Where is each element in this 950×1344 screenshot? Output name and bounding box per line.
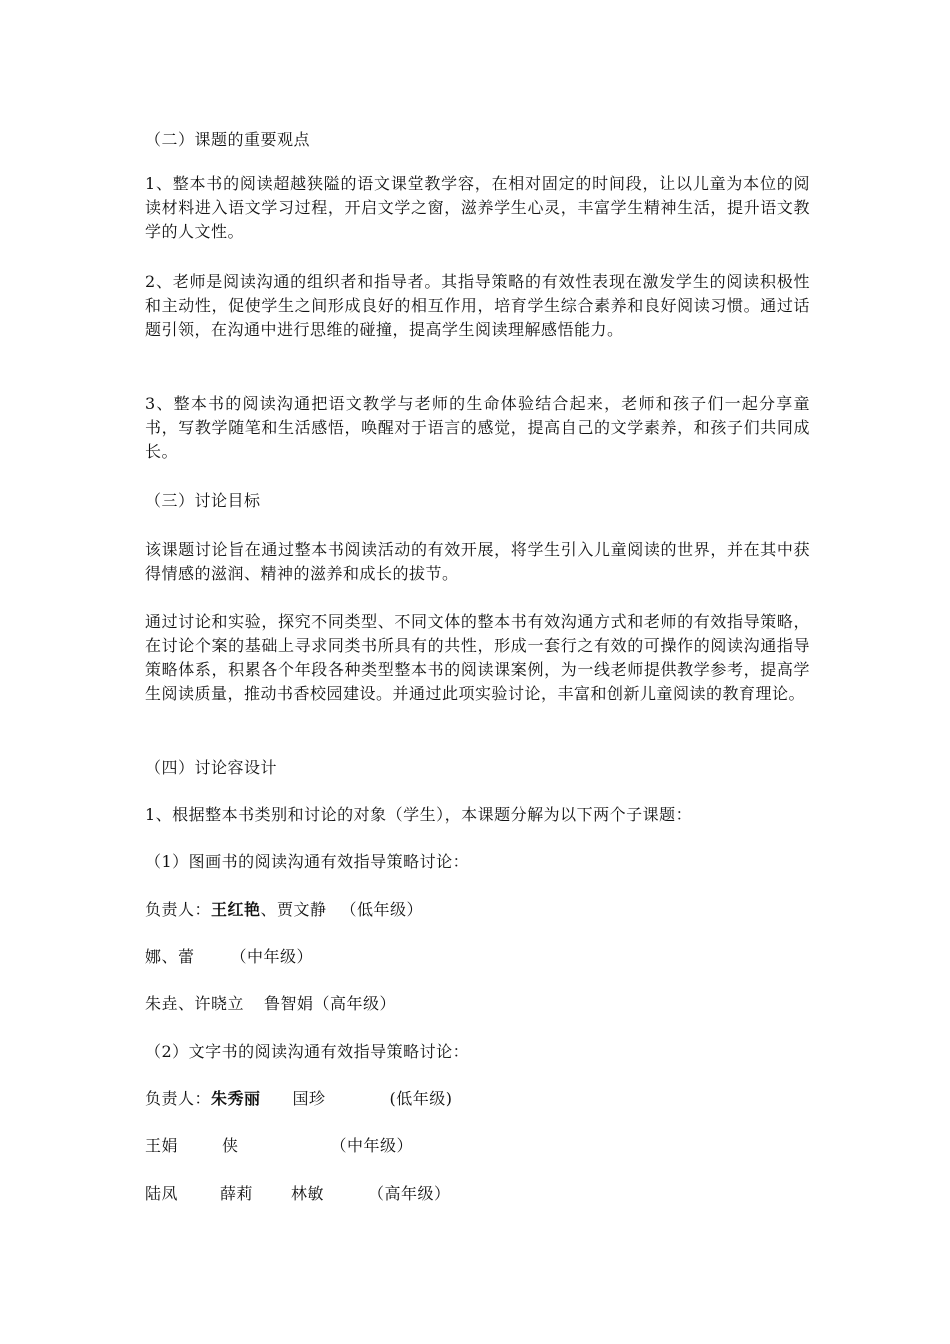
subtopic-2-row-low xyxy=(145,1087,453,1111)
subtopic-1-row-high xyxy=(145,992,396,1016)
responsible-label: 负责人： xyxy=(145,1089,212,1108)
member-name: 侠 xyxy=(222,1136,239,1155)
subtopic-1-row-low xyxy=(145,898,423,922)
document-page xyxy=(145,0,810,1344)
grade-label: (低年级) xyxy=(389,1089,453,1108)
responsible-label: 负责人： xyxy=(145,900,212,919)
lead-name: 王红艳 xyxy=(211,900,261,919)
grade-label: （中年级） xyxy=(230,947,314,966)
grade-label: （低年级） xyxy=(340,900,424,919)
member-names: 朱垚、许晓立 xyxy=(145,994,245,1013)
subtopic-2-row-mid xyxy=(145,1134,413,1158)
section4-intro: 1、根据整本书类别和讨论的对象（学生），本课题分解为以下两个子课题： xyxy=(145,805,693,824)
member-names: 、贾文静 xyxy=(260,900,327,919)
subtopic-2-title: （2）文字书的阅读沟通有效指导策略讨论： xyxy=(145,1042,470,1061)
section3-paragraph-2: 通过讨论和实验，探究不同类型、不同文体的整本书有效沟通方式和老师的有效指导策略，在讨论个案的基础上寻求同类书所具有的共性，形成一套行之有效的可操作的阅读沟通指导策略体系，积累各个年段各种类型整本书的阅读课案例，为一线老师提供教学参考，提高学生阅读质量，推动书香校园建设。并通过此项实验讨论，丰富和创新儿童阅读的教育理论。 xyxy=(145,612,810,703)
section3-paragraph-1: 该课题讨论旨在通过整本书阅读活动的有效开展，将学生引入儿童阅读的世界，并在其中获得情感的滋润、精神的滋养和成长的拔节。 xyxy=(145,540,810,583)
section3-heading: （三）讨论目标 xyxy=(145,491,261,510)
grade-label: （高年级） xyxy=(368,1184,451,1203)
subtopic-2-row-high xyxy=(145,1182,451,1206)
member-name: 国珍 xyxy=(292,1089,326,1108)
member-name: 鲁智娟 xyxy=(264,994,314,1013)
member-name: 薛莉 xyxy=(220,1184,254,1203)
section2-point-2: 2、老师是阅读沟通的组织者和指导者。其指导策略的有效性表现在激发学生的阅读积极性和主动性，促使学生之间形成良好的相互作用，培育学生综合素养和良好阅读习惯。通过话题引领，在沟通中进行思维的碰撞，提高学生阅读理解感悟能力。 xyxy=(145,272,810,339)
grade-label: （高年级） xyxy=(313,994,397,1013)
member-names: 娜、蕾 xyxy=(145,947,195,966)
member-name: 陆凤 xyxy=(145,1184,179,1203)
section2-point-3: 3、整本书的阅读沟通把语文教学与老师的生命体验结合起来，老师和孩子们一起分享童书，写教学随笔和生活感悟，唤醒对于语言的感觉，提高自己的文学素养，和孩子们共同成长。 xyxy=(145,394,810,461)
section2-point-1: 1、整本书的阅读超越狭隘的语文课堂教学容，在相对固定的时间段，让以儿童为本位的阅读材料进入语文学习过程，开启文学之窗，滋养学生心灵，丰富学生精神生活，提升语文教学的人文性。 xyxy=(145,174,810,241)
section2-heading: （二）课题的重要观点 xyxy=(145,130,311,149)
member-name: 林敏 xyxy=(291,1184,325,1203)
subtopic-1-row-mid xyxy=(145,945,313,969)
subtopic-1-title: （1）图画书的阅读沟通有效指导策略讨论： xyxy=(145,852,470,871)
section4-heading: （四）讨论容设计 xyxy=(145,758,278,777)
member-name: 王娟 xyxy=(145,1136,179,1155)
grade-label: （中年级） xyxy=(330,1136,414,1155)
lead-name: 朱秀丽 xyxy=(211,1089,261,1108)
